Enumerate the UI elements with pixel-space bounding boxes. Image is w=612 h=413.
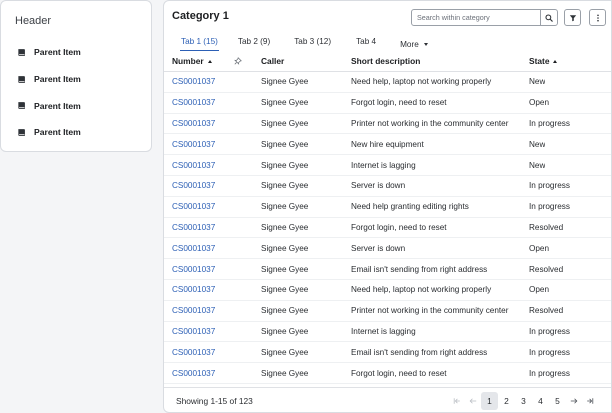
table-row — [164, 155, 611, 176]
sidebar-list — [1, 39, 151, 146]
caller-cell: Signee Gyee — [261, 264, 309, 274]
chevron-down-icon — [424, 43, 428, 46]
column-header-number[interactable] — [172, 56, 212, 66]
tab-1[interactable]: Tab 1 (15) — [181, 37, 218, 51]
caller-cell: Signee Gyee — [261, 77, 309, 87]
arrow-left-icon — [469, 397, 477, 405]
state-cell: Resolved — [529, 222, 564, 232]
last-page-button[interactable] — [582, 392, 598, 410]
case-number-link[interactable]: CS0001037 — [172, 306, 216, 316]
sort-ascending-icon — [553, 60, 557, 63]
page-title: Category 1 — [172, 10, 229, 22]
short-description-cell: Email isn't sending from right address — [351, 347, 488, 357]
table-row — [164, 197, 611, 218]
table-header — [164, 51, 611, 72]
caller-cell: Signee Gyee — [261, 160, 309, 170]
sort-ascending-icon — [208, 60, 212, 63]
state-cell: Open — [529, 243, 550, 253]
book-icon — [17, 128, 26, 137]
tab-3[interactable]: Tab 3 (12) — [294, 37, 332, 46]
table-row — [164, 72, 611, 93]
page-1-button[interactable]: 1 — [481, 392, 498, 410]
main-panel — [163, 0, 612, 413]
case-number-link[interactable]: CS0001037 — [172, 243, 216, 253]
last-page-icon — [586, 397, 594, 405]
case-number-link[interactable]: CS0001037 — [172, 98, 216, 108]
state-cell: New — [529, 160, 546, 170]
tab-4[interactable]: Tab 4 — [356, 37, 377, 46]
short-description-cell: Forgot login, need to reset — [351, 98, 447, 108]
case-number-link[interactable]: CS0001037 — [172, 118, 216, 128]
search-icon — [545, 14, 553, 22]
vertical-ellipsis-icon — [594, 14, 602, 22]
tab-more-dropdown[interactable] — [400, 37, 428, 51]
column-header-caller[interactable]: Caller — [261, 56, 285, 66]
table-row — [164, 114, 611, 135]
table-body — [164, 72, 611, 384]
state-cell: New — [529, 139, 546, 149]
table-row — [164, 363, 611, 384]
caller-cell: Signee Gyee — [261, 98, 309, 108]
search-box — [411, 9, 558, 26]
sidebar-item-label: Parent Item — [34, 74, 81, 85]
table-row — [164, 322, 611, 343]
short-description-cell: Server is down — [351, 243, 406, 253]
short-description-cell: Printer not working in the community center — [351, 118, 509, 128]
table-row — [164, 301, 611, 322]
tab-bar — [172, 37, 428, 51]
short-description-cell: Forgot login, need to reset — [351, 368, 447, 378]
state-cell: In progress — [529, 347, 570, 357]
first-page-icon — [453, 397, 461, 405]
case-number-link[interactable]: CS0001037 — [172, 285, 216, 295]
sidebar-item-parent[interactable] — [1, 119, 151, 146]
sidebar-item-parent[interactable] — [1, 39, 151, 66]
search-input[interactable] — [412, 10, 540, 25]
table-footer — [164, 387, 611, 413]
caller-cell: Signee Gyee — [261, 347, 309, 357]
tab-more-label: More — [400, 39, 419, 49]
previous-page-button[interactable] — [465, 392, 481, 410]
column-header-label: State — [529, 56, 550, 66]
short-description-cell: Email isn't sending from right address — [351, 264, 488, 274]
table-row — [164, 218, 611, 239]
caller-cell: Signee Gyee — [261, 222, 309, 232]
more-options-button[interactable] — [589, 9, 606, 26]
state-cell: In progress — [529, 326, 570, 336]
caller-cell: Signee Gyee — [261, 118, 309, 128]
tab-2[interactable]: Tab 2 (9) — [237, 37, 271, 46]
state-cell: Resolved — [529, 306, 564, 316]
page-2-button[interactable]: 2 — [504, 396, 509, 406]
case-number-link[interactable]: CS0001037 — [172, 160, 216, 170]
next-page-button[interactable] — [566, 392, 582, 410]
short-description-cell: Need help, laptop not working properly — [351, 77, 492, 87]
filter-button[interactable] — [564, 9, 581, 26]
state-cell: In progress — [529, 118, 570, 128]
caller-cell: Signee Gyee — [261, 243, 309, 253]
sidebar-item-parent[interactable] — [1, 66, 151, 93]
caller-cell: Signee Gyee — [261, 202, 309, 212]
column-header-state[interactable] — [529, 56, 557, 66]
book-icon — [17, 75, 26, 84]
short-description-cell: New hire equipment — [351, 139, 424, 149]
case-number-link[interactable]: CS0001037 — [172, 222, 216, 232]
caller-cell: Signee Gyee — [261, 181, 309, 191]
sidebar — [0, 0, 152, 152]
sidebar-item-label: Parent Item — [34, 127, 81, 138]
short-description-cell: Need help granting editing rights — [351, 202, 469, 212]
table-row — [164, 93, 611, 114]
short-description-cell: Need help, laptop not working properly — [351, 285, 492, 295]
pin-icon[interactable] — [234, 57, 242, 65]
case-number-link[interactable]: CS0001037 — [172, 139, 216, 149]
case-number-link[interactable]: CS0001037 — [172, 202, 216, 212]
state-cell: Open — [529, 285, 550, 295]
column-header-label: Number — [172, 56, 204, 66]
caller-cell: Signee Gyee — [261, 368, 309, 378]
state-cell: Open — [529, 98, 550, 108]
book-icon — [17, 101, 26, 110]
column-header-short-description[interactable]: Short description — [351, 56, 421, 66]
short-description-cell: Internet is lagging — [351, 160, 416, 170]
short-description-cell: Server is down — [351, 181, 406, 191]
short-description-cell: Printer not working in the community center — [351, 306, 509, 316]
caller-cell: Signee Gyee — [261, 139, 309, 149]
page-4-button[interactable]: 4 — [538, 396, 543, 406]
case-number-link[interactable]: CS0001037 — [172, 181, 216, 191]
record-count: Showing 1-15 of 123 — [176, 396, 253, 406]
case-number-link[interactable]: CS0001037 — [172, 264, 216, 274]
arrow-right-icon — [570, 397, 578, 405]
pagination — [449, 392, 598, 410]
table-row — [164, 134, 611, 155]
state-cell: In progress — [529, 202, 570, 212]
case-number-link[interactable]: CS0001037 — [172, 368, 216, 378]
state-cell: In progress — [529, 368, 570, 378]
sidebar-header: Header — [15, 15, 52, 27]
search-button[interactable] — [540, 10, 557, 25]
caller-cell: Signee Gyee — [261, 285, 309, 295]
book-icon — [17, 48, 26, 57]
data-table — [164, 51, 611, 384]
case-number-link[interactable]: CS0001037 — [172, 326, 216, 336]
table-row — [164, 176, 611, 197]
case-number-link[interactable]: CS0001037 — [172, 77, 216, 87]
table-row — [164, 238, 611, 259]
sidebar-item-label: Parent Item — [34, 100, 81, 111]
table-row — [164, 342, 611, 363]
caller-cell: Signee Gyee — [261, 326, 309, 336]
short-description-cell: Internet is lagging — [351, 326, 416, 336]
state-cell: Resolved — [529, 264, 564, 274]
case-number-link[interactable]: CS0001037 — [172, 347, 216, 357]
page-5-button[interactable]: 5 — [555, 396, 560, 406]
state-cell: New — [529, 77, 546, 87]
table-row — [164, 280, 611, 301]
short-description-cell: Forgot login, need to reset — [351, 222, 447, 232]
sidebar-item-label: Parent Item — [34, 47, 81, 58]
table-row — [164, 259, 611, 280]
state-cell: In progress — [529, 181, 570, 191]
filter-icon — [569, 14, 577, 22]
page-3-button[interactable]: 3 — [521, 396, 526, 406]
caller-cell: Signee Gyee — [261, 306, 309, 316]
sidebar-item-parent[interactable] — [1, 92, 151, 119]
first-page-button[interactable] — [449, 392, 465, 410]
